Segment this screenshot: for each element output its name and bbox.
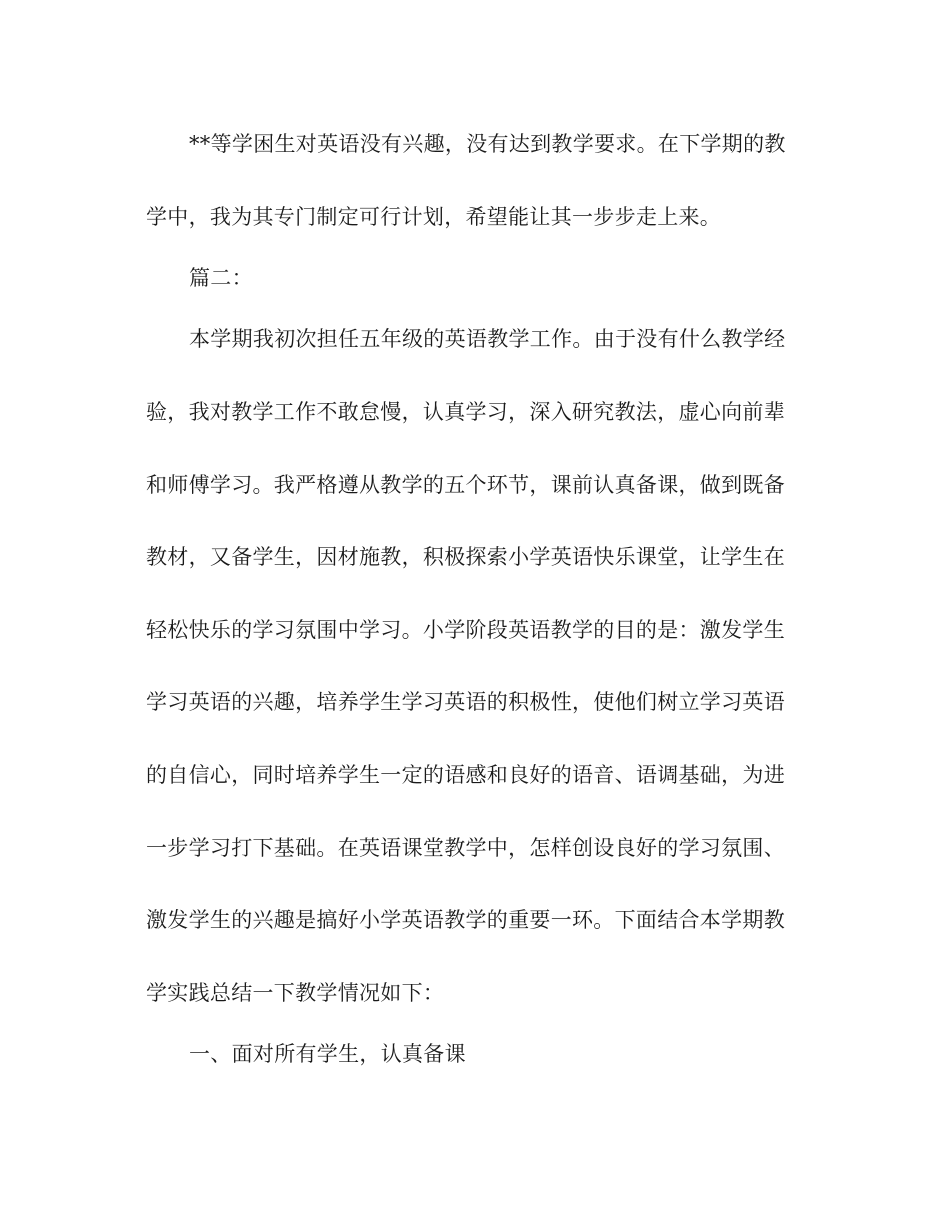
paragraph-line: 轻松快乐的学习氛围中学习。小学阶段英语教学的目的是：激发学生 [146, 618, 785, 642]
paragraph-line: 和师傅学习。我严格遵从教学的五个环节，课前认真备课，做到既备 [146, 473, 785, 497]
paragraph-line: 验，我对教学工作不敢怠慢，认真学习，深入研究教法，虚心向前辈 [146, 400, 785, 424]
section-heading: 篇二： [189, 266, 253, 290]
paragraph-line: 学习英语的兴趣，培养学生学习英语的积极性，使他们树立学习英语 [146, 690, 785, 714]
paragraph-line: 教材，又备学生，因材施教，积极探索小学英语快乐课堂，让学生在 [146, 545, 785, 569]
paragraph-line: 学实践总结一下教学情况如下： [146, 981, 445, 1005]
paragraph-line: 的自信心，同时培养学生一定的语感和良好的语音、语调基础，为进 [146, 763, 785, 787]
paragraph-line: 学中，我为其专门制定可行计划，希望能让其一步步走上来。 [146, 205, 722, 229]
paragraph-line: 一步学习打下基础。在英语课堂教学中，怎样创设良好的学习氛围、 [146, 836, 785, 860]
section-heading: 一、面对所有学生，认真备课 [189, 1042, 466, 1066]
paragraph-line: 本学期我初次担任五年级的英语教学工作。由于没有什么教学经 [189, 327, 786, 351]
paragraph-line: 激发学生的兴趣是搞好小学英语教学的重要一环。下面结合本学期教 [146, 908, 785, 932]
paragraph-line: **等学困生对英语没有兴趣，没有达到教学要求。在下学期的教 [189, 132, 786, 156]
